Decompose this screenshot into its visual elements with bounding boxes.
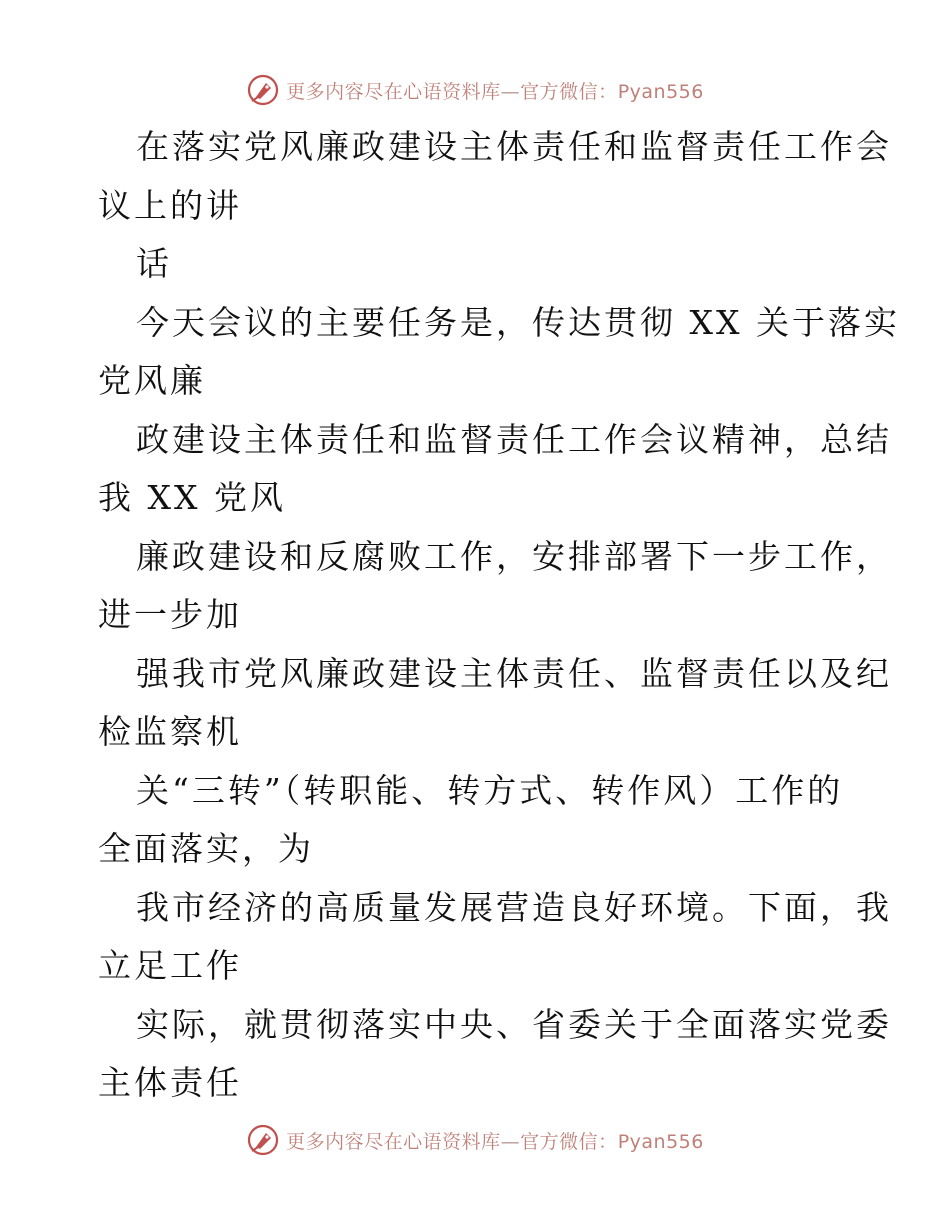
banner-separator: — [500, 1130, 521, 1153]
pen-nib-logo-icon [246, 1123, 280, 1157]
text-line: 议上的讲 [98, 185, 242, 225]
text-line: 政建设主体责任和监督责任工作会议精神，总结 [136, 419, 892, 459]
text-line: 今天会议的主要任务是，传达贯彻 XX 关于落实 [136, 302, 900, 342]
text-line: 实际，就贯彻落实中央、省委关于全面落实党委 [136, 1004, 892, 1044]
pen-nib-logo-icon [246, 73, 280, 107]
text-line: 在落实党风廉政建设主体责任和监督责任工作会 [136, 127, 892, 166]
header-banner [0, 70, 950, 110]
document-body [98, 118, 900, 1113]
banner-wechat-id: Pyan556 [617, 1130, 704, 1153]
text-line: 进一步加 [98, 595, 242, 634]
text-line: 立足工作 [98, 946, 242, 985]
banner-separator: — [500, 80, 521, 103]
banner-wechat-label: 官方微信： [520, 1130, 618, 1153]
text-line: 主体责任 [98, 1063, 242, 1102]
banner-caption [286, 77, 704, 104]
text-line: 检监察机 [98, 712, 242, 751]
footer-banner [0, 1120, 950, 1160]
banner-wechat-id: Pyan556 [617, 80, 704, 103]
text-line: 关“三转”（转职能、转方式、转作风）工作的 [136, 770, 844, 810]
text-line: 我 XX 党风 [98, 478, 286, 517]
text-line: 党风廉 [98, 361, 206, 400]
text-line: 强我市党风廉政建设主体责任、监督责任以及纪 [136, 653, 892, 693]
text-line: 话 [136, 244, 172, 283]
banner-site-text: 更多内容尽在心语资料库 [286, 1130, 501, 1153]
banner-wechat-label: 官方微信： [520, 80, 618, 103]
banner-caption [286, 1127, 704, 1154]
text-line: 我市经济的高质量发展营造良好环境。下面，我 [136, 887, 892, 927]
text-line: 全面落实，为 [98, 829, 314, 868]
text-line: 廉政建设和反腐败工作，安排部署下一步工作， [136, 536, 892, 576]
banner-site-text: 更多内容尽在心语资料库 [286, 80, 501, 103]
